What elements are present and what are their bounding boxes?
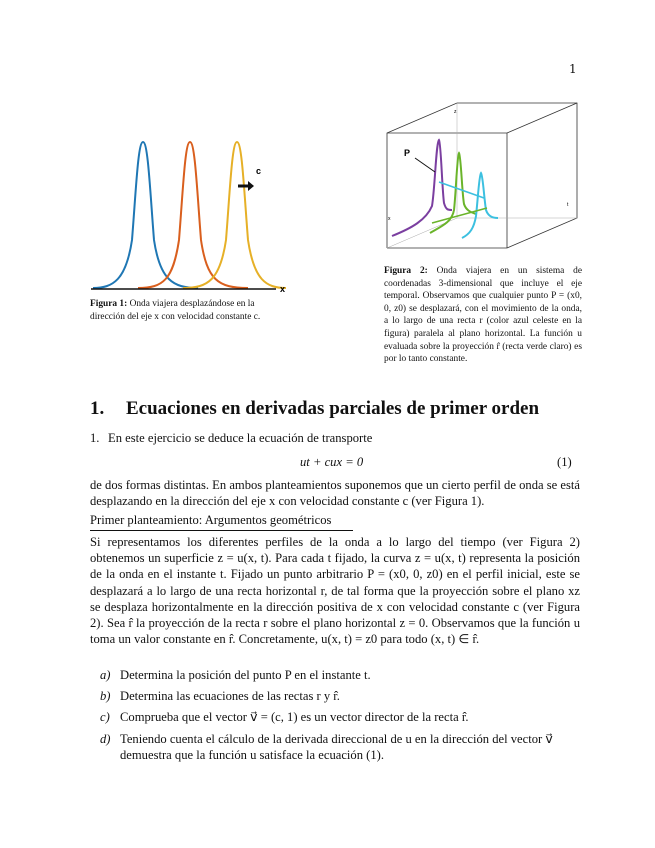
exercise-paragraph: de dos formas distintas. En ambos planteamientos suponemos que un cierto perfil de onda se está desplazando en la dirección del eje x con velocidad constante c (ver Figura 1). [90,478,580,509]
equation-number: (1) [557,455,572,469]
label-P: P [404,148,411,158]
subheading: Primer planteamiento: Argumentos geométricos [90,513,332,527]
section-heading: 1. Ecuaciones en derivadas parciales de primer orden [90,398,540,419]
pointer-P [415,158,435,172]
figure-1 [88,130,298,292]
label-c: c [256,166,262,176]
item-list [100,667,580,768]
subheading-underline [90,530,353,531]
label-x: x [280,284,286,292]
list-item: b) Determina las ecuaciones de las rectas r y r̂. [100,689,340,704]
page-number: 1 [569,62,577,76]
list-item: a) Determina la posición del punto P en el instante t. [100,668,371,682]
wave-purple [392,140,452,236]
velocity-arrowhead [248,181,254,191]
transport-equation: ut + cux = 0 [300,455,364,469]
body-paragraph: Si representamos los diferentes perfiles de la onda a lo largo del tiempo (ver Figura 2) obtenemos un superficie z = u(x, t). Para cada t fijado, la curva z = u(x, t) representa la posición de la onda en el instante t. Fijado un punto arbitrario P = (x0, 0, z0) en el perfil inicial, este se desplazará a lo largo de una recta horizontal r, de tal forma que la proyección sobre el plano xz se desplaza horizontalmente en la dirección positiva de x con velocidad constante c (ver Figura 2). Sea r̂ la proyección de la recta r sobre el plano horizontal z = 0. Observamos que la función u toma un valor constante en r̂. Concretamente, u(x, t) = z0 para todo (x, t) ∈ r̂. [90,535,580,647]
axis-x: x [388,216,391,222]
axis-z: z [454,109,457,115]
wave-blue [93,142,198,288]
list-item: c) Comprueba que el vector v⃗ = (c, 1) es un vector director de la recta r̂. [100,710,469,725]
exercise-intro: 1. En este ejercicio se deduce la ecuación de transporte [90,431,373,445]
axis-t: t [567,202,569,208]
wave-cyan [462,173,498,238]
figure-1-caption: Figura 1: Onda viajera desplazándose en la dirección del eje x con velocidad constante c. [90,299,261,322]
figure-2-caption: Figura 2: Onda viajera en un sistema de coordenadas 3-dimensional que incluye el eje temporal. Observamos que cualquier punto P = (x0, 0, z0) se desplazará, con el movimiento de la onda, a lo largo de una recta r (color azul celeste en la figura) paralela al plano horizontal. La función u evaluada sobre la proyección r̂ (recta verde claro) es por lo tanto constante. [384,266,582,365]
line-r-hat [432,208,487,223]
list-item: d) Teniendo cuenta el cálculo de la derivada direccional de u en la dirección del vector v⃗ demuestra que la función u satisface la ecuación (1). [100,731,553,762]
figure-2 [382,98,587,268]
